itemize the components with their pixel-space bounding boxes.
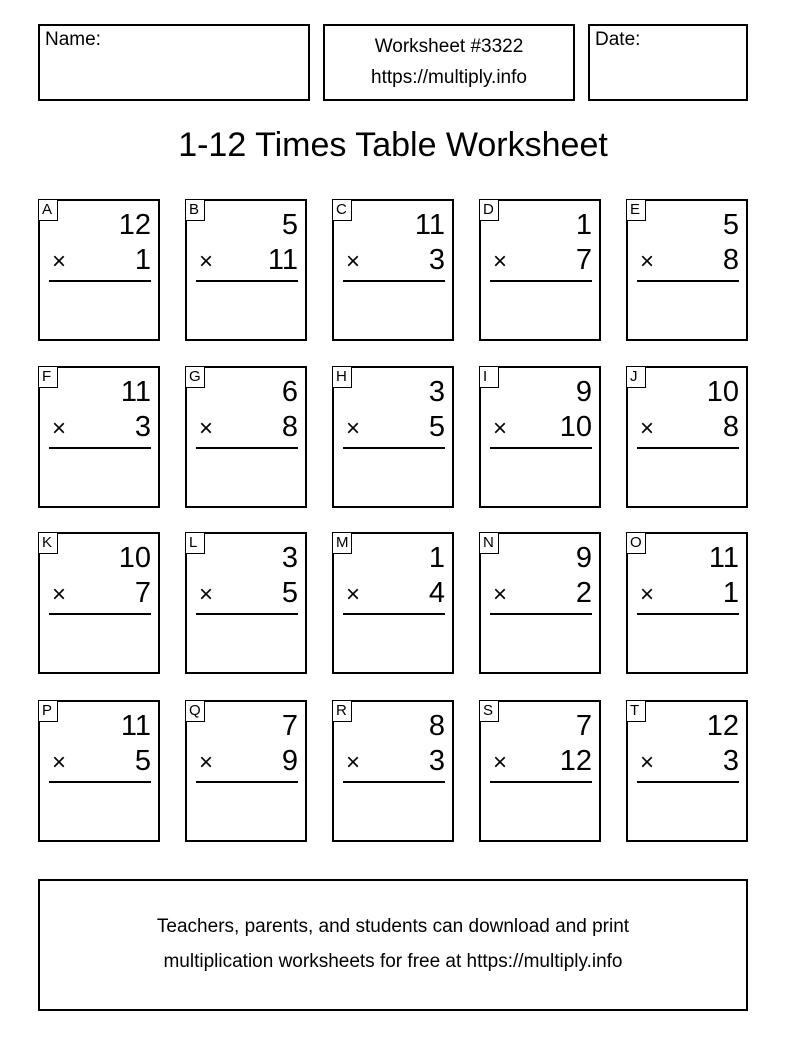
problem-card[interactable] — [38, 532, 160, 674]
multiplicand: 3 — [428, 376, 445, 408]
multiplier: 5 — [428, 411, 445, 443]
answer-line — [343, 447, 445, 449]
multiplicand: 3 — [281, 542, 298, 574]
multiplier: 5 — [134, 745, 151, 777]
times-sign: × — [52, 581, 67, 608]
times-sign: × — [640, 415, 655, 442]
times-sign: × — [199, 749, 214, 776]
multiplicand: 11 — [120, 710, 151, 742]
name-field[interactable] — [38, 24, 310, 101]
times-sign: × — [640, 248, 655, 275]
times-sign: × — [346, 749, 361, 776]
answer-line — [49, 447, 151, 449]
answer-line — [343, 613, 445, 615]
times-sign: × — [493, 248, 508, 275]
multiplicand: 12 — [706, 710, 739, 742]
answer-line — [196, 447, 298, 449]
problem-card[interactable] — [185, 199, 307, 341]
multiplicand: 8 — [428, 710, 445, 742]
problem-letter: D — [480, 200, 499, 221]
multiplier: 3 — [134, 411, 151, 443]
times-sign: × — [493, 749, 508, 776]
multiplier: 3 — [428, 745, 445, 777]
multiplier: 8 — [722, 411, 739, 443]
multiplicand: 1 — [575, 209, 592, 241]
multiplicand: 11 — [708, 542, 739, 574]
problem-letter: R — [333, 701, 352, 722]
answer-line — [49, 613, 151, 615]
problem-card[interactable] — [38, 700, 160, 842]
multiplier: 1 — [722, 577, 739, 609]
answer-line — [637, 447, 739, 449]
problem-card[interactable] — [332, 700, 454, 842]
multiplicand: 5 — [281, 209, 298, 241]
problem-letter: E — [627, 200, 646, 221]
multiplier: 9 — [281, 745, 298, 777]
multiplier: 1 — [134, 244, 151, 276]
problem-card[interactable] — [185, 366, 307, 508]
times-sign: × — [199, 415, 214, 442]
answer-line — [637, 280, 739, 282]
problem-card[interactable] — [185, 532, 307, 674]
answer-line — [490, 447, 592, 449]
problem-letter: S — [480, 701, 499, 722]
problem-letter: J — [627, 367, 646, 388]
multiplier: 12 — [559, 745, 592, 777]
multiplicand: 9 — [575, 376, 592, 408]
multiplier: 11 — [267, 244, 298, 276]
problem-card[interactable] — [38, 366, 160, 508]
problem-letter: H — [333, 367, 352, 388]
times-sign: × — [640, 581, 655, 608]
answer-line — [196, 613, 298, 615]
multiplier: 8 — [722, 244, 739, 276]
worksheet-info-box — [323, 24, 575, 101]
times-sign: × — [52, 415, 67, 442]
problem-letter: T — [627, 701, 646, 722]
problem-letter: F — [39, 367, 58, 388]
footer-box — [38, 879, 748, 1011]
multiplier: 7 — [575, 244, 592, 276]
multiplicand: 5 — [722, 209, 739, 241]
problem-card[interactable] — [332, 199, 454, 341]
multiplicand: 9 — [575, 542, 592, 574]
multiplier: 5 — [281, 577, 298, 609]
name-label: Name: — [45, 29, 101, 50]
problem-letter: I — [480, 367, 499, 388]
problem-card[interactable] — [626, 700, 748, 842]
times-sign: × — [346, 581, 361, 608]
answer-line — [343, 781, 445, 783]
answer-line — [490, 781, 592, 783]
answer-line — [637, 613, 739, 615]
answer-line — [343, 280, 445, 282]
problem-card[interactable] — [332, 532, 454, 674]
problem-letter: P — [39, 701, 58, 722]
problem-letter: K — [39, 533, 58, 554]
multiplier: 2 — [575, 577, 592, 609]
problem-card[interactable] — [626, 366, 748, 508]
problem-letter: L — [186, 533, 205, 554]
problem-card[interactable] — [479, 700, 601, 842]
answer-line — [490, 613, 592, 615]
times-sign: × — [199, 581, 214, 608]
multiplicand: 10 — [706, 376, 739, 408]
multiplicand: 6 — [281, 376, 298, 408]
problem-card[interactable] — [479, 366, 601, 508]
times-sign: × — [52, 749, 67, 776]
worksheet-url: https://multiply.info — [371, 67, 527, 88]
multiplicand: 7 — [575, 710, 592, 742]
problem-letter: A — [39, 200, 58, 221]
page-title: 1-12 Times Table Worksheet — [178, 126, 608, 164]
problem-card[interactable] — [479, 199, 601, 341]
answer-line — [490, 280, 592, 282]
problem-letter: N — [480, 533, 499, 554]
problem-letter: B — [186, 200, 205, 221]
times-sign: × — [199, 248, 214, 275]
multiplicand: 11 — [120, 376, 151, 408]
problem-card[interactable] — [479, 532, 601, 674]
answer-line — [637, 781, 739, 783]
worksheet-number: Worksheet #3322 — [374, 36, 524, 57]
multiplier: 8 — [281, 411, 298, 443]
times-sign: × — [640, 749, 655, 776]
footer-line-1: Teachers, parents, and students can download and print — [156, 916, 630, 937]
problem-letter: O — [627, 533, 646, 554]
times-sign: × — [52, 248, 67, 275]
problem-card[interactable] — [626, 199, 748, 341]
problem-letter: C — [333, 200, 352, 221]
problem-letter: G — [186, 367, 205, 388]
answer-line — [196, 781, 298, 783]
date-label: Date: — [595, 29, 641, 50]
times-sign: × — [493, 581, 508, 608]
multiplier: 10 — [559, 411, 592, 443]
multiplicand: 1 — [428, 542, 445, 574]
multiplier: 3 — [722, 745, 739, 777]
problem-card[interactable] — [185, 700, 307, 842]
multiplicand: 12 — [118, 209, 151, 241]
multiplier: 3 — [428, 244, 445, 276]
multiplier: 4 — [428, 577, 445, 609]
times-sign: × — [493, 415, 508, 442]
answer-line — [196, 280, 298, 282]
problem-card[interactable] — [38, 199, 160, 341]
footer-line-2: multiplication worksheets for free at https://multiply.info — [163, 951, 623, 972]
problem-card[interactable] — [332, 366, 454, 508]
problem-card[interactable] — [626, 532, 748, 674]
answer-line — [49, 280, 151, 282]
multiplicand: 10 — [118, 542, 151, 574]
times-sign: × — [346, 248, 361, 275]
multiplicand: 11 — [414, 209, 445, 241]
date-field[interactable] — [588, 24, 748, 101]
problem-letter: Q — [186, 701, 205, 722]
times-sign: × — [346, 415, 361, 442]
multiplicand: 7 — [281, 710, 298, 742]
multiplier: 7 — [134, 577, 151, 609]
problem-letter: M — [333, 533, 352, 554]
answer-line — [49, 781, 151, 783]
